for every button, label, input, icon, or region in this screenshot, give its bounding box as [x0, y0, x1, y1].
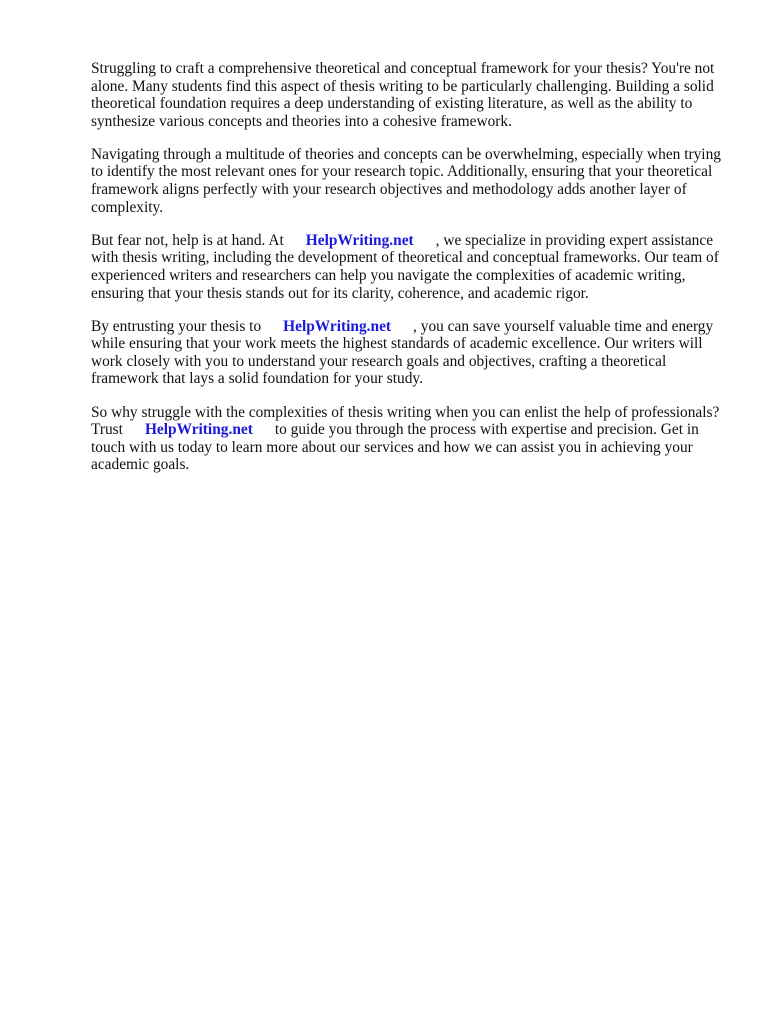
paragraph-closing-tail: to guide you through the process with expertise and precision. Get in touch with us today to learn more about our services and how we can assist you in achieving your academic goals. [91, 421, 699, 474]
document-body [91, 60, 721, 489]
paragraph-help-tail: , we specialize in providing expert assistance with thesis writing, including the development of theoretical and conceptual frameworks. Our team of experienced writers and researchers can help you navigate the complexities of academic writing, ensuring that your thesis stands out for its clarity, coherence, and academic rigor. [91, 231, 719, 302]
paragraph-closing [91, 404, 721, 474]
paragraph-help [91, 232, 721, 302]
helpwriting-link[interactable]: HelpWriting.net [305, 231, 414, 249]
paragraph-entrust-tail: , you can save yourself valuable time and energy while ensuring that your work meets the highest standards of academic excellence. Our writers will work closely with you to understand your research goals and objectives, crafting a theoretical framework that lays a solid foundation for your study. [91, 317, 714, 388]
helpwriting-link[interactable]: HelpWriting.net [144, 421, 253, 439]
helpwriting-link[interactable]: HelpWriting.net [283, 317, 392, 335]
paragraph-entrust-lead: By entrusting your thesis to [91, 317, 262, 335]
paragraph-entrust [91, 318, 721, 388]
paragraph-challenges: Navigating through a multitude of theories and concepts can be overwhelming, especially when trying to identify the most relevant ones for your research topic. Additionally, ensuring that your theoretical framework aligns perfectly with your research objectives and methodology adds another layer of complexity. [91, 145, 721, 216]
paragraph-closing-lead: So why struggle with the complexities of thesis writing when you can enlist the help of professionals? Trust [91, 403, 720, 439]
paragraph-help-lead: But fear not, help is at hand. At [91, 231, 284, 249]
paragraph-intro: Struggling to craft a comprehensive theoretical and conceptual framework for your thesis? You're not alone. Many students find this aspect of thesis writing to be particularly challenging. Building a solid theoretical foundation requires a deep understanding of existing literature, as well as the ability to synthesize various concepts and theories into a cohesive framework. [91, 60, 715, 130]
